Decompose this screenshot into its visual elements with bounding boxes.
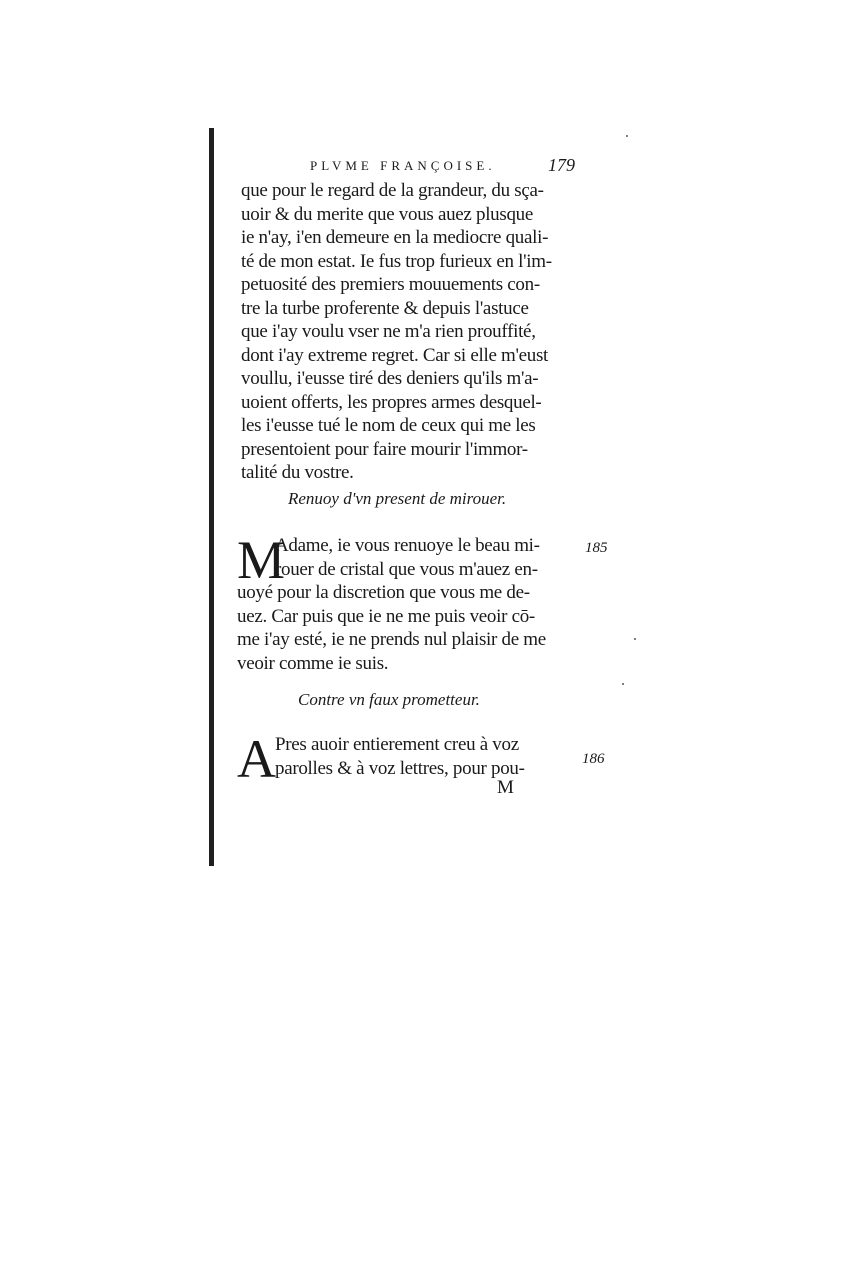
continued-letter-text	[241, 179, 581, 485]
letter-heading-false-promiser: Contre vn faux prometteur.	[298, 690, 480, 709]
text-line: rouer de cristal que vous m'auez en-	[275, 558, 538, 580]
text-line: petuosité des premiers mouuements con-	[241, 274, 540, 295]
text-line: parolles & à voz lettres, pour pou-	[275, 757, 525, 779]
text-line: que pour le regard de la grandeur, du sça-	[241, 180, 544, 201]
gutter-shadow	[209, 128, 214, 866]
text-line: uoyé pour la discretion que vous me de-	[237, 582, 530, 603]
marginal-number: 185	[585, 540, 608, 556]
drop-cap-m: M	[237, 530, 286, 590]
text-line: uoir & du merite que vous auez plusque	[241, 203, 533, 225]
letter-mirror-text	[237, 530, 582, 675]
text-line: les i'eusse tué le nom de ceux qui me les	[241, 415, 536, 436]
text-line: talité du vostre.	[241, 462, 354, 483]
paper-speck	[626, 135, 628, 137]
text-line: veoir comme ie suis.	[237, 652, 389, 674]
text-line: voullu, i'eusse tiré des deniers qu'ils m'a-	[241, 368, 539, 389]
text-line: ie n'ay, i'en demeure en la mediocre quali-	[241, 227, 549, 248]
text-line: que i'ay voulu vser ne m'a rien prouffité,	[241, 321, 536, 342]
marginal-number: 186	[582, 751, 605, 767]
text-line: me i'ay esté, ie ne prends nul plaisir de me	[237, 629, 546, 650]
text-line: Adame, ie vous renuoye le beau mi-	[275, 535, 540, 556]
letter-false-promiser-text	[237, 729, 582, 789]
text-line: presentoient pour faire mourir l'immor-	[241, 438, 528, 460]
text-line: té de mon estat. Ie fus trop furieux en l'im-	[241, 250, 552, 272]
text-line: uoient offerts, les propres armes desquel-	[241, 391, 542, 413]
letter-heading-mirror: Renuoy d'vn present de mirouer.	[288, 489, 507, 508]
paper-speck	[622, 683, 624, 685]
page-number: 179	[548, 155, 575, 175]
drop-cap-a: A	[237, 729, 276, 789]
text-line: uez. Car puis que ie ne me puis veoir cō-	[237, 605, 535, 627]
text-line: dont i'ay extreme regret. Car si elle m'eust	[241, 344, 549, 366]
paper-speck	[634, 638, 636, 640]
text-line: Pres auoir entierement creu à voz	[275, 734, 519, 755]
running-title: PLVME FRANÇOISE.	[310, 158, 496, 173]
signature-mark: M	[497, 777, 514, 798]
text-line: tre la turbe proferente & depuis l'astuce	[241, 297, 529, 319]
